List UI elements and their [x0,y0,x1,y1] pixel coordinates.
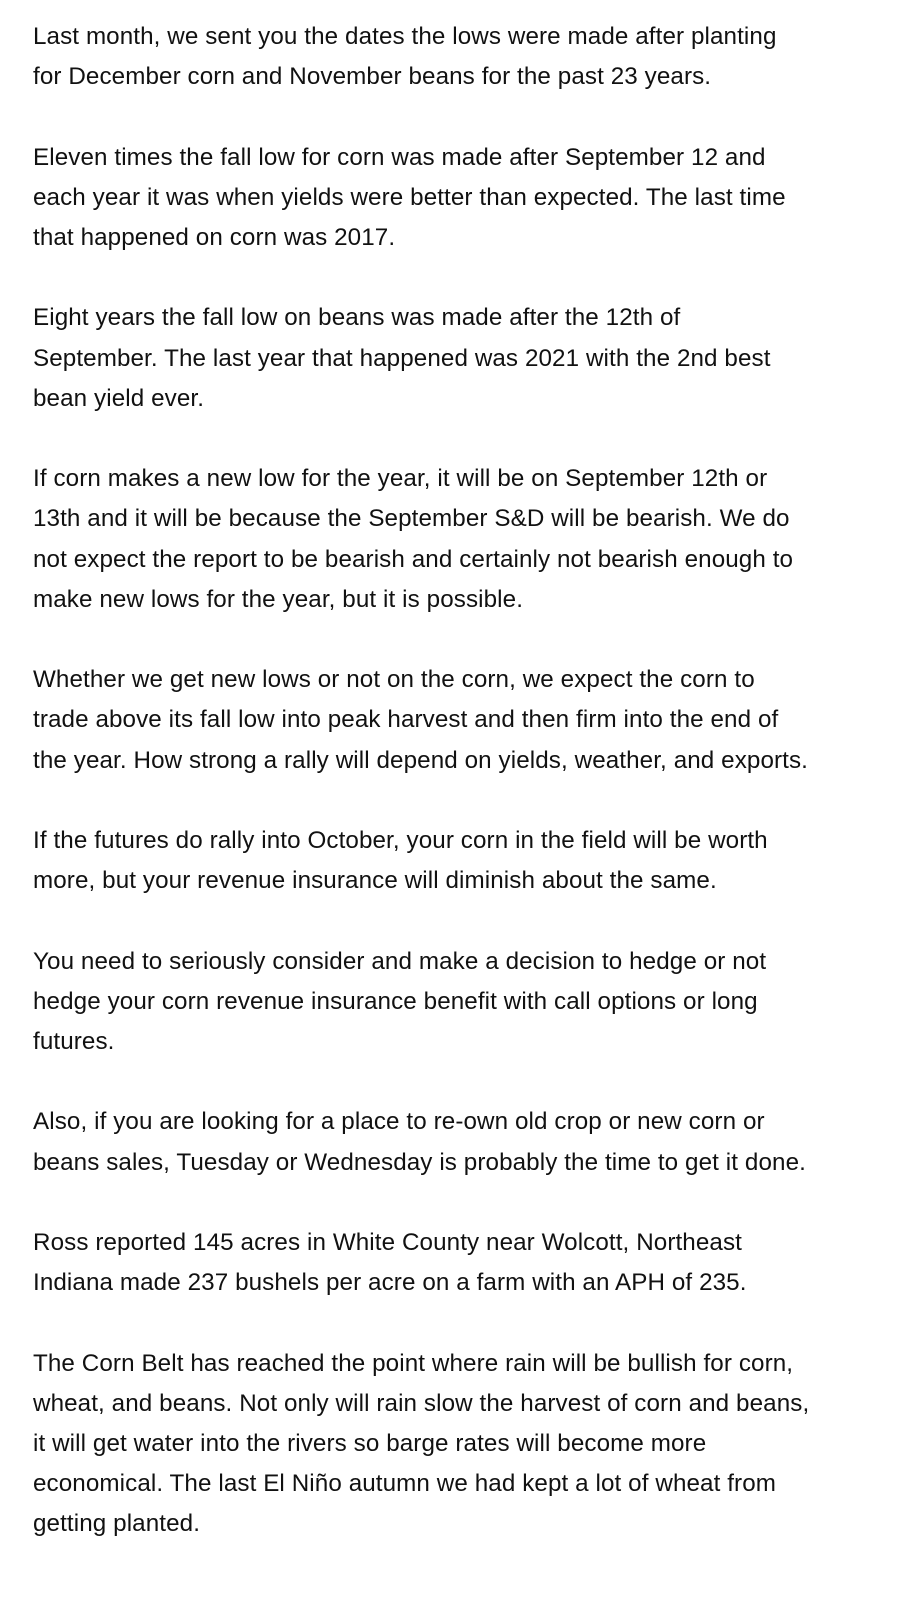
paragraph-yield-report: Ross reported 145 acres in White County near Wolcott, Northeast Indiana made 237 bushels per acre on a farm with an APH of 235. [33,1228,747,1297]
paragraph-futures-rally: If the futures do rally into October, your corn in the field will be worth more, but your revenue insurance will diminish about the same. [33,826,768,895]
paragraph-rain-outlook: The Corn Belt has reached the point where rain will be bullish for corn, wheat, and beans. Not only will rain slow the harvest of corn and beans, it will get water into the rivers so barge rates will become more economical. The last El Niño autumn we had kept a lot of wheat from getting planted. [33,1349,810,1538]
paragraph-reown-timing: Also, if you are looking for a place to re-own old crop or new corn or beans sales, Tuesday or Wednesday is probably the time to get it done. [33,1108,806,1176]
paragraph-corn-expectation: Whether we get new lows or not on the corn, we expect the corn to trade above its fall low into peak harvest and then firm into the end of the year. How strong a rally will depend on yields, weather, and exports. [33,666,809,774]
paragraph-new-low-outlook: If corn makes a new low for the year, it will be on September 12th or 13th and it will be because the September S&D will be bearish. We do not expect the report to be bearish and certainly not bearish enough to make new lows for the year, but it is possible. [33,465,794,613]
paragraph-hedge-decision: You need to seriously consider and make a decision to hedge or not hedge your corn revenue insurance benefit with call options or long futures. [33,947,767,1055]
paragraph-corn-fall-low: Eleven times the fall low for corn was made after September 12 and each year it was when yields were better than expected. The last time that happened on corn was 2017. [33,143,786,251]
paragraph-beans-fall-low: Eight years the fall low on beans was made after the 12th of September. The last year that happened was 2021 with the 2nd best bean yield ever. [33,304,771,412]
paragraph-planting-lows: Last month, we sent you the dates the lows were made after planting for December corn and November beans for the past 23 years. [33,23,777,91]
article-body [33,17,903,1545]
